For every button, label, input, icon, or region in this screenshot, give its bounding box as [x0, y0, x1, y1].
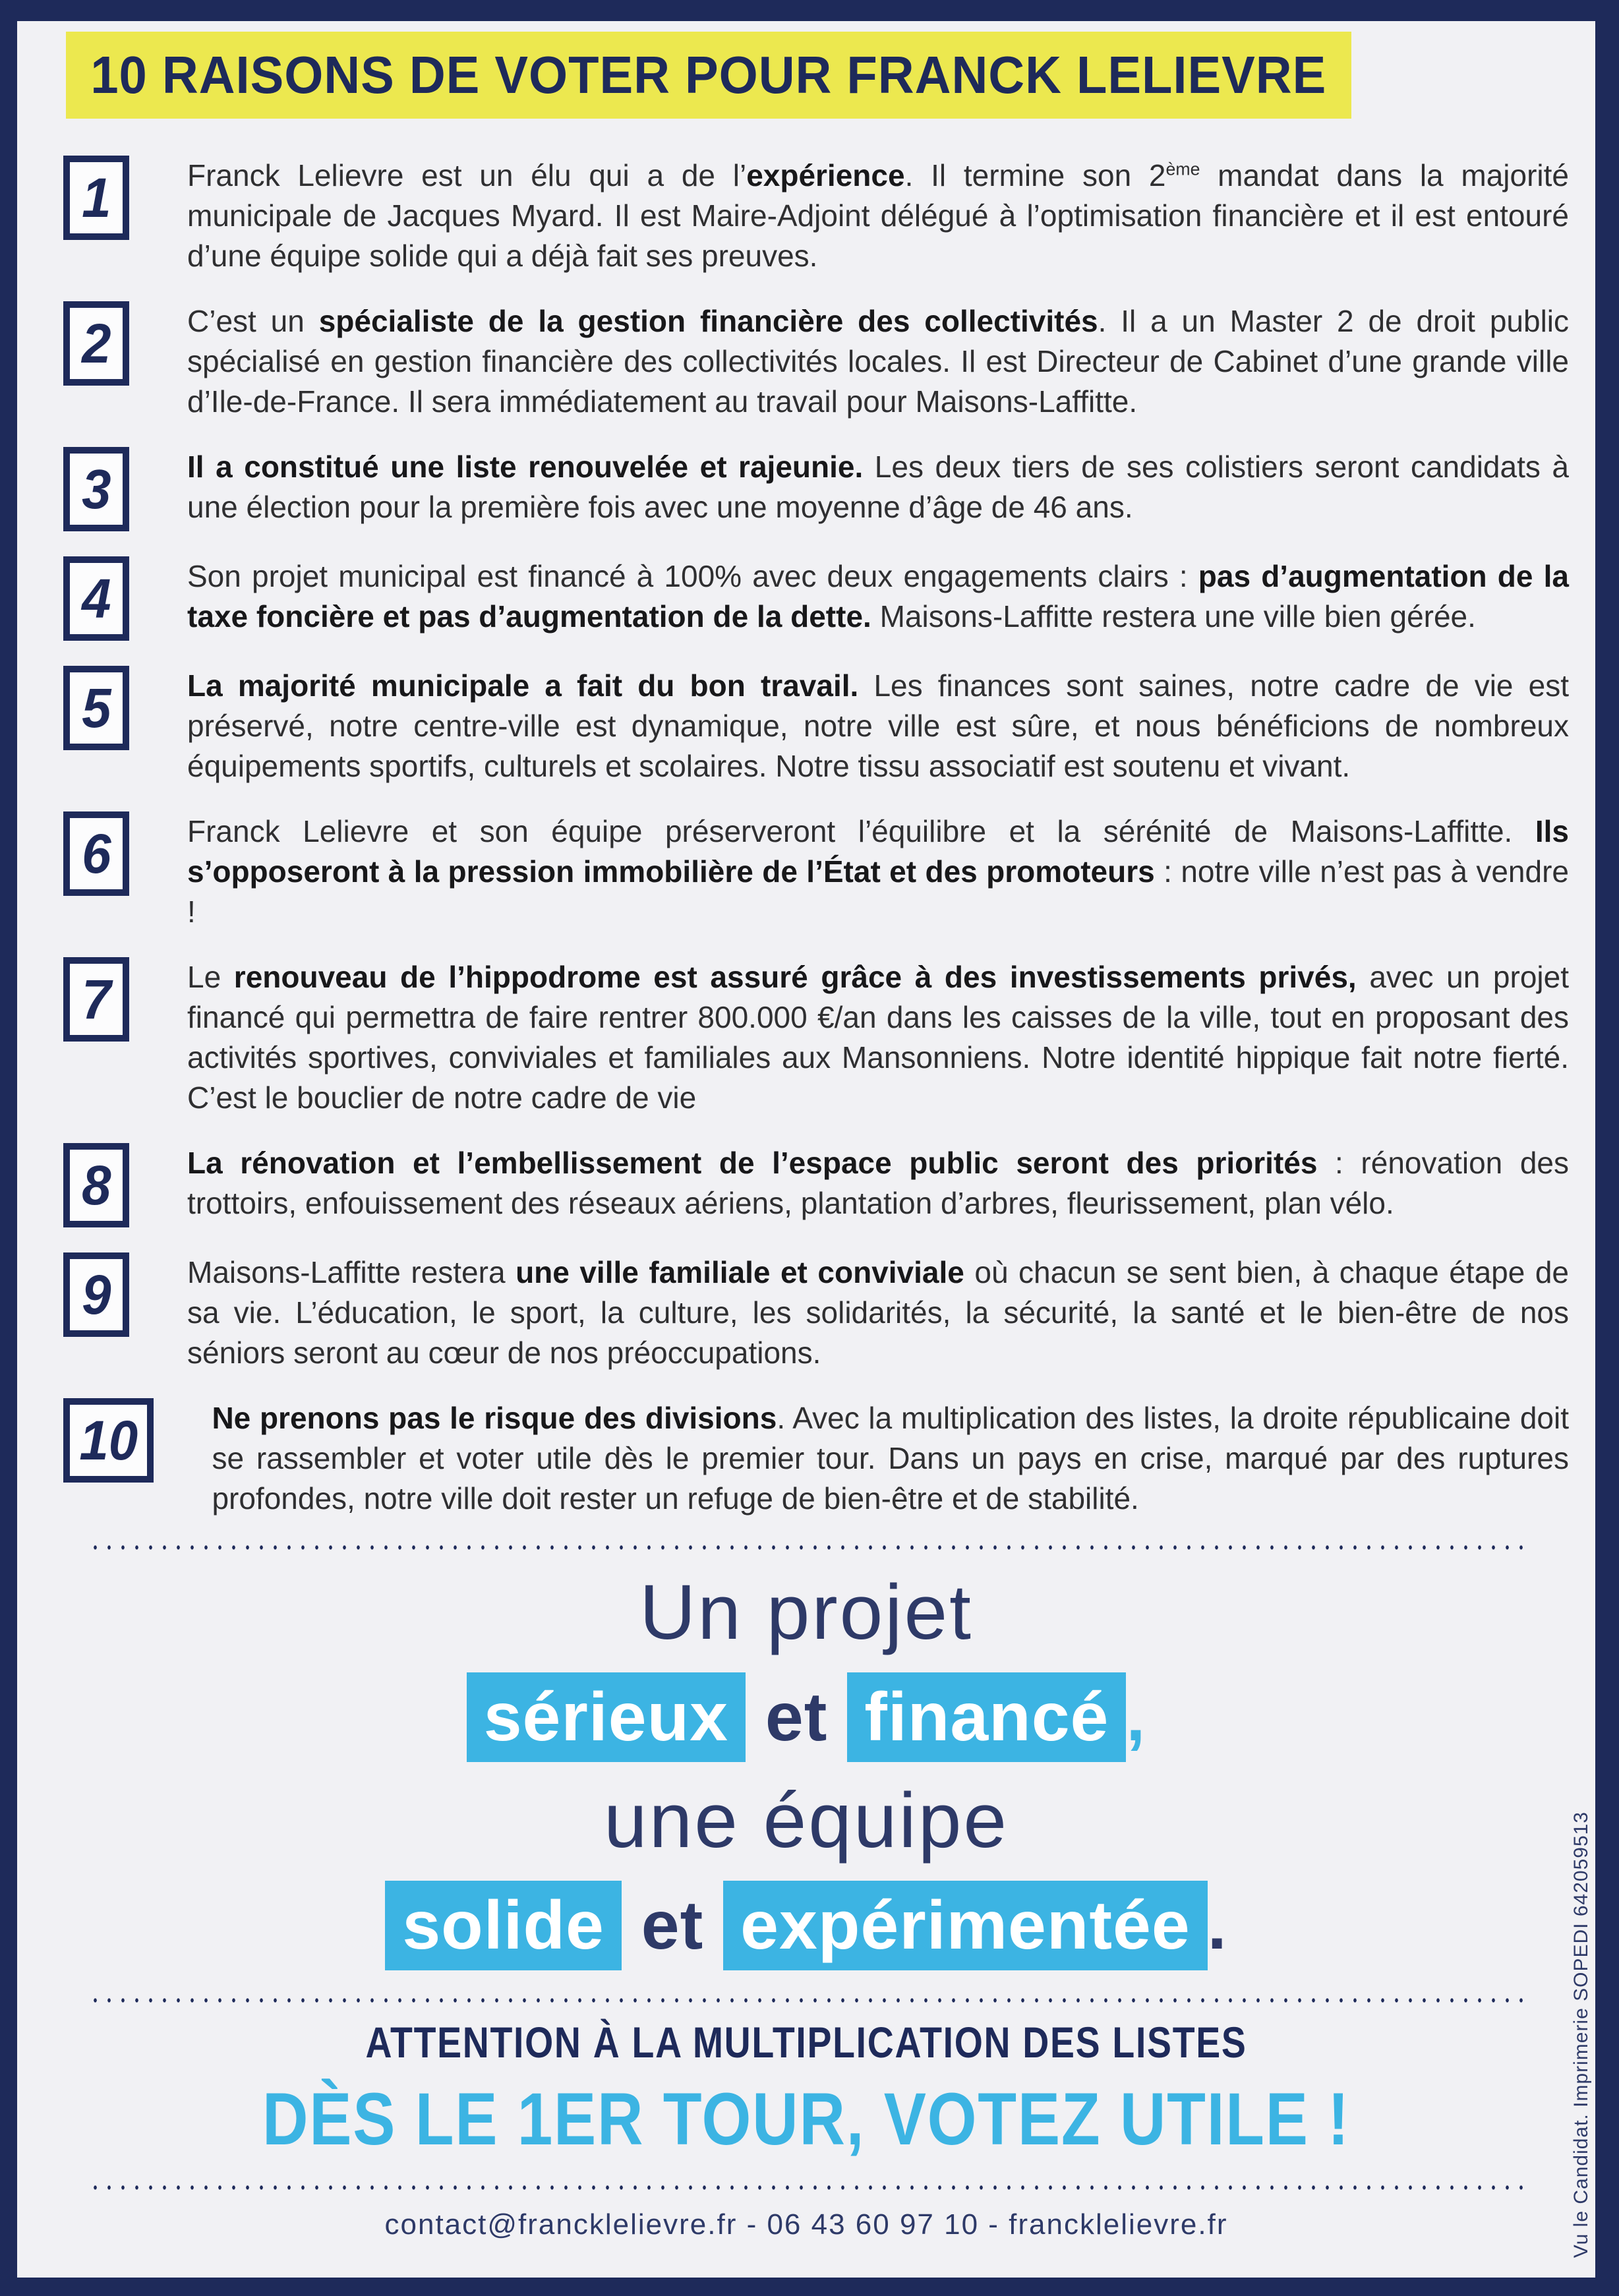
reason-text-segment: : notre ville n’est pas à vendre ! — [187, 854, 1569, 929]
reason-text-segment: Ils s’opposeront à la pression immobilière de l’État et des promoteurs — [187, 814, 1569, 889]
reason-text — [187, 447, 1569, 527]
reason-text-segment: C’est un — [187, 304, 319, 338]
reason-text-segment: Il a constitué une liste renouvelée et rajeunie. — [187, 450, 864, 484]
reason-number-box — [63, 666, 129, 750]
slogan-segment: et — [765, 1678, 828, 1755]
paper — [17, 21, 1595, 2278]
reason-item — [63, 301, 1569, 422]
reason-text-segment: pas d’augmentation de la taxe foncière et pas d’augmentation de la dette. — [187, 559, 1569, 633]
reason-number: 5 — [81, 677, 111, 739]
reason-text-segment: Son projet municipal est financé à 100% avec deux engagements clairs : — [187, 559, 1198, 593]
reason-text-segment: Les deux tiers de ses colistiers seront candidats à une élection pour la première fois avec une moyenne d’âge de 46 ans. — [187, 450, 1570, 524]
reason-text-segment: La majorité municipale a fait du bon travail. — [187, 668, 859, 703]
reason-text-segment: . Avec la multiplication des listes, la droite républicaine doit se rassembler et voter utile dès le premier tour. Dans un pays en crise, marqué par des ruptures profondes, notre ville doit rester un refuge de bien-être et de stabilité. — [212, 1401, 1569, 1516]
reason-text-segment: Franck Lelievre et son équipe préserveront l’équilibre et la sérénité de Maisons-Laffitte. — [187, 814, 1535, 848]
reason-text — [187, 1252, 1569, 1373]
reason-item — [63, 556, 1569, 641]
reason-text-segment: Ne prenons pas le risque des divisions — [212, 1401, 777, 1435]
reason-number: 10 — [79, 1409, 138, 1471]
reason-item — [63, 1252, 1569, 1373]
reason-number: 1 — [81, 167, 111, 229]
slogan-segment: . — [1207, 1887, 1227, 1964]
title-banner — [66, 32, 1351, 119]
reason-number-box — [63, 156, 129, 240]
reason-text-segment: avec un projet financé qui permettra de faire rentrer 800.000 €/an dans les caisses de la ville, tout en proposant des activités sportives, conviviales et familiales aux Mansonniens. Notre identité hippique fait notre fierté. C’est le bouclier de notre cadre de vie — [187, 960, 1569, 1115]
reason-number: 4 — [81, 568, 111, 630]
reason-text — [187, 957, 1569, 1118]
reason-item — [63, 156, 1569, 276]
dotted-divider-bottom — [88, 2184, 1529, 2191]
slogan-block — [17, 1566, 1595, 1977]
slogan-segment: solide — [385, 1881, 622, 1970]
slogan-segment — [746, 1679, 765, 1755]
reason-number-box — [63, 811, 129, 896]
reason-text-segment: où chacun se sent bien, à chaque étape de sa vie. L’éducation, le sport, la culture, les solidarités, la sécurité, la santé et le bien-être de nos séniors seront au cœur de nos préoccupations. — [187, 1255, 1570, 1370]
reason-text-segment: La rénovation et l’embellissement de l’espace public seront des priorités — [187, 1146, 1318, 1180]
reason-text-segment: spécialiste de la gestion financière des collectivités — [318, 304, 1098, 338]
reason-text — [187, 1143, 1569, 1223]
reason-item — [63, 447, 1569, 531]
cta-line: DÈS LE 1ER TOUR, VOTEZ UTILE ! — [262, 2077, 1350, 2160]
slogan-segment: financé — [847, 1672, 1126, 1762]
reason-number-box — [63, 556, 129, 641]
reason-text-segment: Le — [187, 960, 234, 994]
reason-text-segment: expérience — [746, 158, 905, 192]
slogan-segment: Un projet — [639, 1569, 973, 1656]
reason-text-segment: ème — [1165, 159, 1200, 179]
dotted-divider-top — [88, 1544, 1529, 1551]
reason-number: 8 — [81, 1154, 111, 1216]
slogan-segment: une équipe — [603, 1777, 1009, 1864]
slogan-segment — [622, 1887, 641, 1964]
reason-text-segment: Franck Lelievre est un élu qui a de l’ — [187, 158, 747, 192]
reasons-list — [63, 156, 1569, 1519]
reason-item — [63, 666, 1569, 786]
reason-item — [63, 957, 1569, 1118]
slogan-segment: et — [641, 1887, 704, 1964]
reason-text-segment: Maisons-Laffitte restera — [187, 1255, 516, 1289]
reason-number-box — [63, 1252, 129, 1337]
reason-text — [187, 666, 1569, 786]
reason-text-segment: Les finances sont saines, notre cadre de vie est préservé, notre centre-ville est dynamique, notre ville est sûre, et nous bénéficions de nombreux équipements sportifs, culturels et scolaires. Notre tissu associatif est soutenu et vivant. — [187, 668, 1570, 783]
slogan-line — [17, 1566, 1595, 1661]
slogan-line — [17, 1774, 1595, 1869]
reason-text — [187, 156, 1569, 276]
reason-number: 3 — [81, 458, 111, 520]
reason-text-segment: : rénovation des trottoirs, enfouissement des réseaux aériens, plantation d’arbres, fleurissement, plan vélo. — [187, 1146, 1569, 1220]
reason-text-segment: Maisons-Laffitte restera une ville bien gérée. — [871, 599, 1476, 633]
slogan-segment: expérimentée — [723, 1881, 1208, 1970]
reason-number-box — [63, 301, 129, 386]
reason-item — [63, 1143, 1569, 1227]
slogan-segment — [827, 1679, 847, 1755]
slogan-segment — [703, 1887, 723, 1964]
reason-text — [187, 301, 1569, 422]
reason-text-segment: . Il a un Master 2 de droit public spécialisé en gestion financière des collectivités locales. Il est Directeur de Cabinet d’une grande ville d’Ile-de-France. Il sera immédiatement au travail pour Maisons-Laffitte. — [187, 304, 1570, 419]
reason-number: 6 — [81, 823, 111, 885]
slogan-segment: , — [1126, 1678, 1146, 1755]
reason-text — [187, 811, 1569, 932]
reason-text — [187, 556, 1569, 637]
slogan-segment: sérieux — [467, 1672, 746, 1762]
reason-item — [63, 811, 1569, 932]
reason-number-box — [63, 1143, 129, 1227]
reason-number: 7 — [81, 968, 111, 1030]
imprint-vertical: Vu le Candidat. Imprimerie SOPEDI 642059513 — [1570, 1811, 1592, 2258]
reason-number-box — [63, 447, 129, 531]
reason-text-segment: . Il termine son 2 — [904, 158, 1166, 192]
warning-line: ATTENTION À LA MULTIPLICATION DES LISTES — [365, 2017, 1247, 2067]
reason-text-segment: une ville familiale et conviviale — [515, 1255, 964, 1289]
contact-line: contact@francklelievre.fr - 06 43 60 97 10 - francklelievre.fr — [384, 2208, 1228, 2241]
reason-number: 2 — [81, 312, 111, 374]
reason-number-box — [63, 1398, 154, 1483]
reason-item — [63, 1398, 1569, 1519]
page-title: 10 RAISONS DE VOTER POUR FRANCK LELIEVRE — [90, 45, 1327, 104]
reason-text-segment: mandat dans la majorité municipale de Jacques Myard. Il est Maire-Adjoint délégué à l’optimisation financière et il est entouré d’une équipe solide qui a déjà fait ses preuves. — [187, 158, 1570, 273]
dotted-divider-middle — [88, 1997, 1529, 2004]
slogan-line — [17, 1666, 1595, 1769]
reason-text-segment: renouveau de l’hippodrome est assuré grâce à des investissements privés, — [233, 960, 1357, 994]
reason-number: 9 — [81, 1264, 111, 1326]
slogan-line — [17, 1874, 1595, 1977]
reason-number-box — [63, 957, 129, 1042]
reason-text — [212, 1398, 1569, 1519]
